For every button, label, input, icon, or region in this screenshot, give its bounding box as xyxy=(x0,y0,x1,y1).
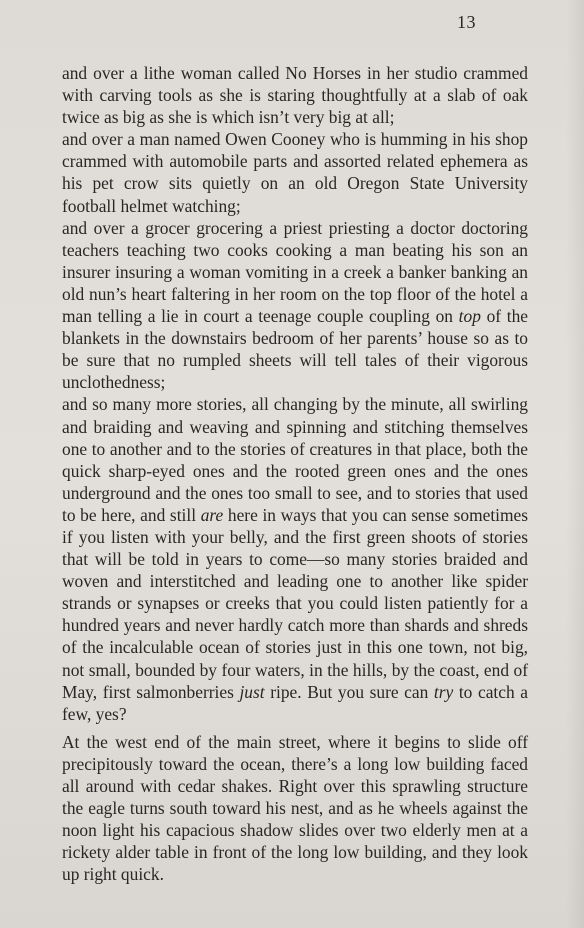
text-run: and over a man named Owen Cooney who is humming in his shop crammed with automobile parts and assorted related ephemera as his pet crow sits quietly on an old Oregon State University football helmet watching; xyxy=(62,129,528,216)
italic-text: just xyxy=(239,681,265,702)
text-run: and over a grocer grocering a priest priesting a doctor doctoring teachers teaching two cooks cooking a man beating his son an insurer insuring a woman vomiting in a creek a banker banking an old nun’s heart faltering in her room on the top floor of the hotel a man telling a lie in court a teenage couple coupling on xyxy=(62,217,528,327)
paragraph xyxy=(62,393,528,724)
paragraph xyxy=(62,731,528,886)
text-run: of the blankets in the downstairs bedroom of her parents’ house so as to be sure that no rumpled sheets will tell tales of their vigorous unclothedness; xyxy=(62,306,529,393)
page-edge-shadow xyxy=(566,0,584,928)
paragraph xyxy=(62,128,528,216)
paragraph xyxy=(62,62,528,128)
paragraph xyxy=(62,217,528,394)
text-run: and over a lithe woman called No Horses in her studio crammed with carving tools as she is staring thoughtfully at a slab of oak twice as big as she is which isn’t very big at all; xyxy=(62,63,528,128)
text-run: to catch a few, yes? xyxy=(62,681,528,724)
text-run: At the west end of the main street, where it begins to slide off precipitously toward the ocean, there’s a long low building faced all around with cedar shakes. Right over this sprawling structure the eagle turns south toward his nest, and as he wheels against the noon light his capacious shadow slides over two elderly men at a rickety alder table in front of the long low building, and they look up right quick. xyxy=(62,731,528,885)
body-text xyxy=(62,62,528,885)
text-run: ripe. But you sure can xyxy=(264,681,434,702)
page-number: 13 xyxy=(457,12,476,32)
italic-text: top xyxy=(458,306,481,327)
italic-text: try xyxy=(433,681,454,702)
italic-text: are xyxy=(200,504,224,525)
text-run: here in ways that you can sense sometimes if you listen with your belly, and the first green shoots of stories that will be told in years to come—so many stories braided and woven and interstitched and leading one to another like spider strands or synapses or creeks that you could listen patiently for a hundred years and never hardly catch more than shards and shreds of the incalculable ocean of stories just in this one town, not big, not small, bounded by four waters, in the hills, by the coast, end of May, first salmonberries xyxy=(62,504,529,702)
text-run: and so many more stories, all changing by the minute, all swirling and braiding and weaving and spinning and stitching themselves one to another and to the stories of creatures in that place, both the quick sharp-eyed ones and the rooted green ones and the ones underground and the ones too small to see, and to stories that used to be here, and still xyxy=(62,394,528,525)
